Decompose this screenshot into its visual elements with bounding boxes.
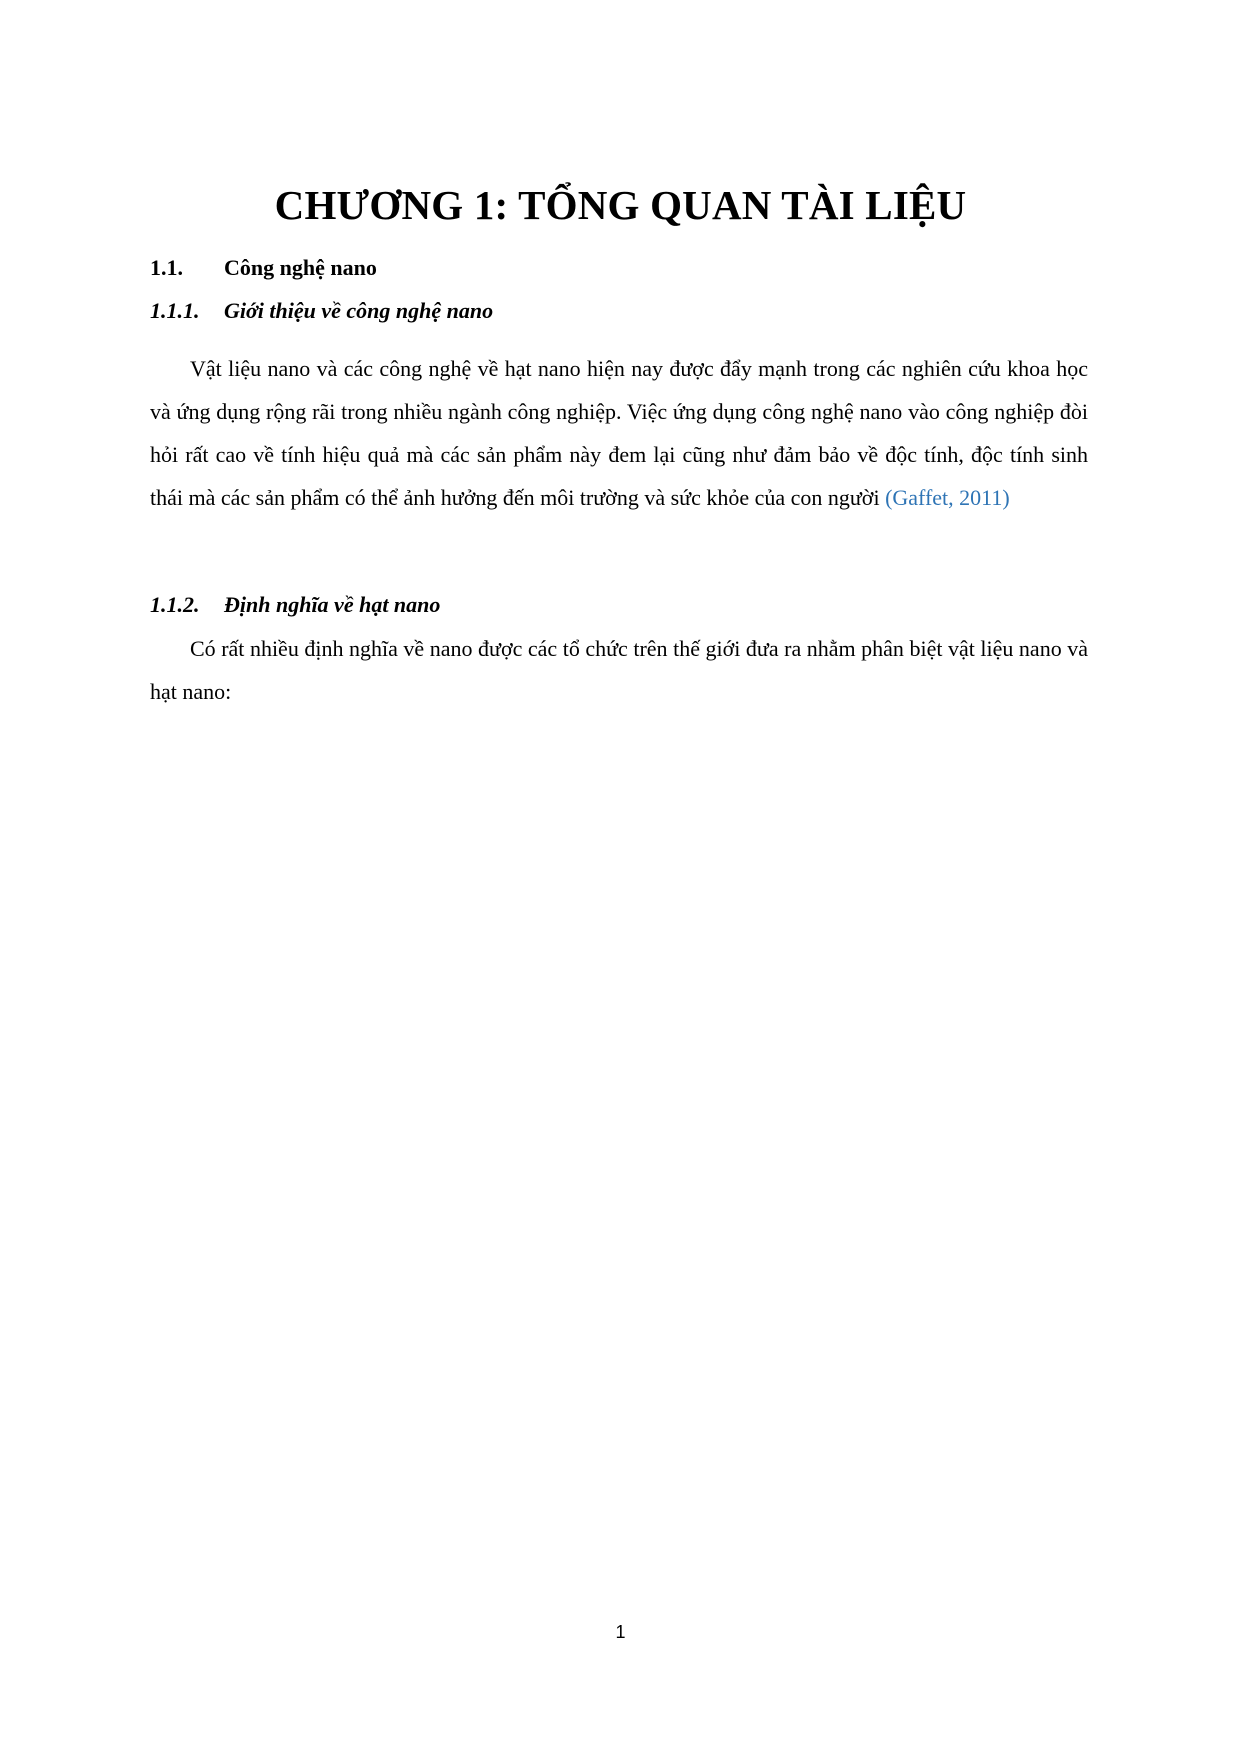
paragraph-definition-nanoparticle <box>150 627 1088 713</box>
subsection-title: Giới thiệu về công nghệ nano <box>224 298 494 323</box>
subsection-title: Định nghĩa về hạt nano <box>224 592 441 617</box>
paragraph-text: Vật liệu nano và các công nghệ về hạt nano hiện nay được đẩy mạnh trong các nghiên cứu khoa học và ứng dụng rộng rãi trong nhiều ngành công nghiệp. Việc ứng dụng công nghệ nano vào công nghiệp đòi hỏi rất cao về tính hiệu quả mà các sản phẩm này đem lại cũng như đảm bảo về độc tính, độc tính sinh thái mà các sản phẩm có thể ảnh hưởng đến môi trường và sức khỏe của con người <box>150 356 1088 510</box>
section-heading-1-1 <box>150 253 377 283</box>
paragraph-intro-nanotech <box>150 347 1088 519</box>
subsection-heading-1-1-2 <box>150 590 440 620</box>
chapter-title: CHƯƠNG 1: TỔNG QUAN TÀI LIỆU <box>274 182 967 228</box>
subsection-number: 1.1.1. <box>150 298 200 323</box>
citation-link[interactable]: (Gaffet, 2011) <box>885 485 1010 510</box>
subsection-number: 1.1.2. <box>150 592 200 617</box>
subsection-heading-1-1-1 <box>150 296 493 326</box>
page-number: 1 <box>615 1622 626 1642</box>
section-title: Công nghệ nano <box>224 255 377 280</box>
paragraph-text: Có rất nhiều định nghĩa về nano được các tổ chức trên thế giới đưa ra nhằm phân biệt vật liệu nano và hạt nano: <box>150 636 1088 704</box>
section-number: 1.1. <box>150 255 183 280</box>
